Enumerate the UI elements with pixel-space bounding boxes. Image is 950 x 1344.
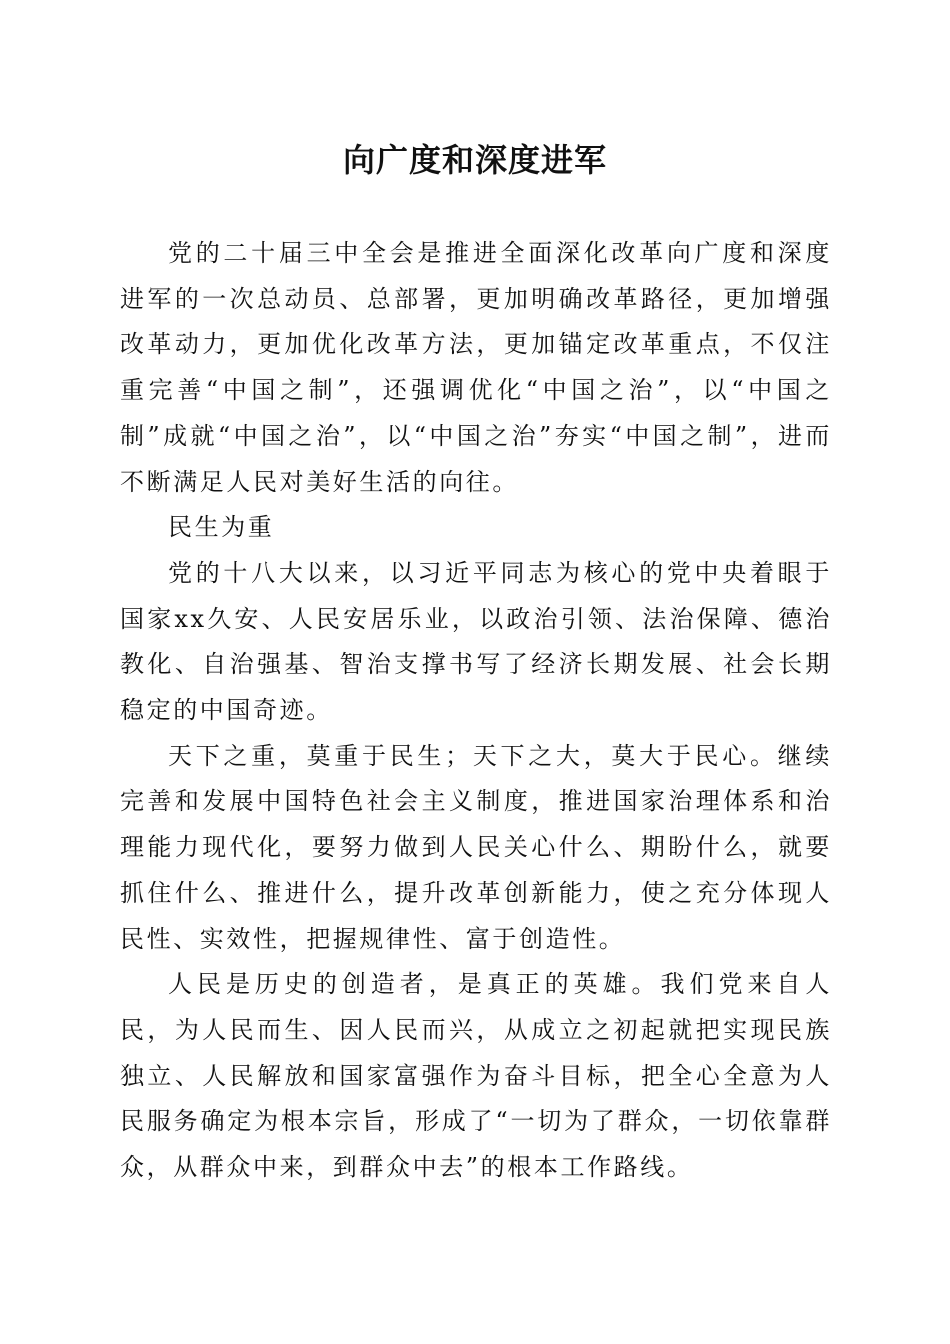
paragraph-intro: 党的二十届三中全会是推进全面深化改革向广度和深度进军的一次总动员、总部署，更加明确改革路径，更加增强改革动力，更加优化改革方法，更加锚定改革重点，不仅注重完善“中国之制”，还强调优化“中国之治”，以“中国之制”成就“中国之治”，以“中国之治”夯实“中国之制”，进而不断满足人民对美好生活的向往。 — [120, 239, 832, 496]
paragraph-livelihood: 天下之重，莫重于民生；天下之大，莫大于民心。继续完善和发展中国特色社会主义制度，推进国家治理体系和治理能力现代化，要努力做到人民关心什么、期盼什么，就要抓住什么、推进什么，提升改革创新能力，使之充分体现人民性、实效性，把握规律性、富于创造性。 — [120, 741, 832, 953]
page-title: 向广度和深度进军 — [342, 141, 607, 179]
section-heading: 民生为重 — [168, 513, 275, 542]
paragraph-people: 人民是历史的创造者，是真正的英雄。我们党来自人民，为人民而生、因人民而兴，从成立之初起就把实现民族独立、人民解放和国家富强作为奋斗目标，把全心全意为人民服务确定为根本宗旨，形成了“一切为了群众，一切依靠群众，从群众中来，到群众中去”的根本工作路线。 — [120, 970, 832, 1182]
paragraph-achievements: 党的十八大以来，以习近平同志为核心的党中央着眼于国家xx久安、人民安居乐业，以政治引领、法治保障、德治教化、自治强基、智治支撑书写了经济长期发展、社会长期稳定的中国奇迹。 — [120, 558, 832, 725]
document-body — [120, 231, 832, 1191]
